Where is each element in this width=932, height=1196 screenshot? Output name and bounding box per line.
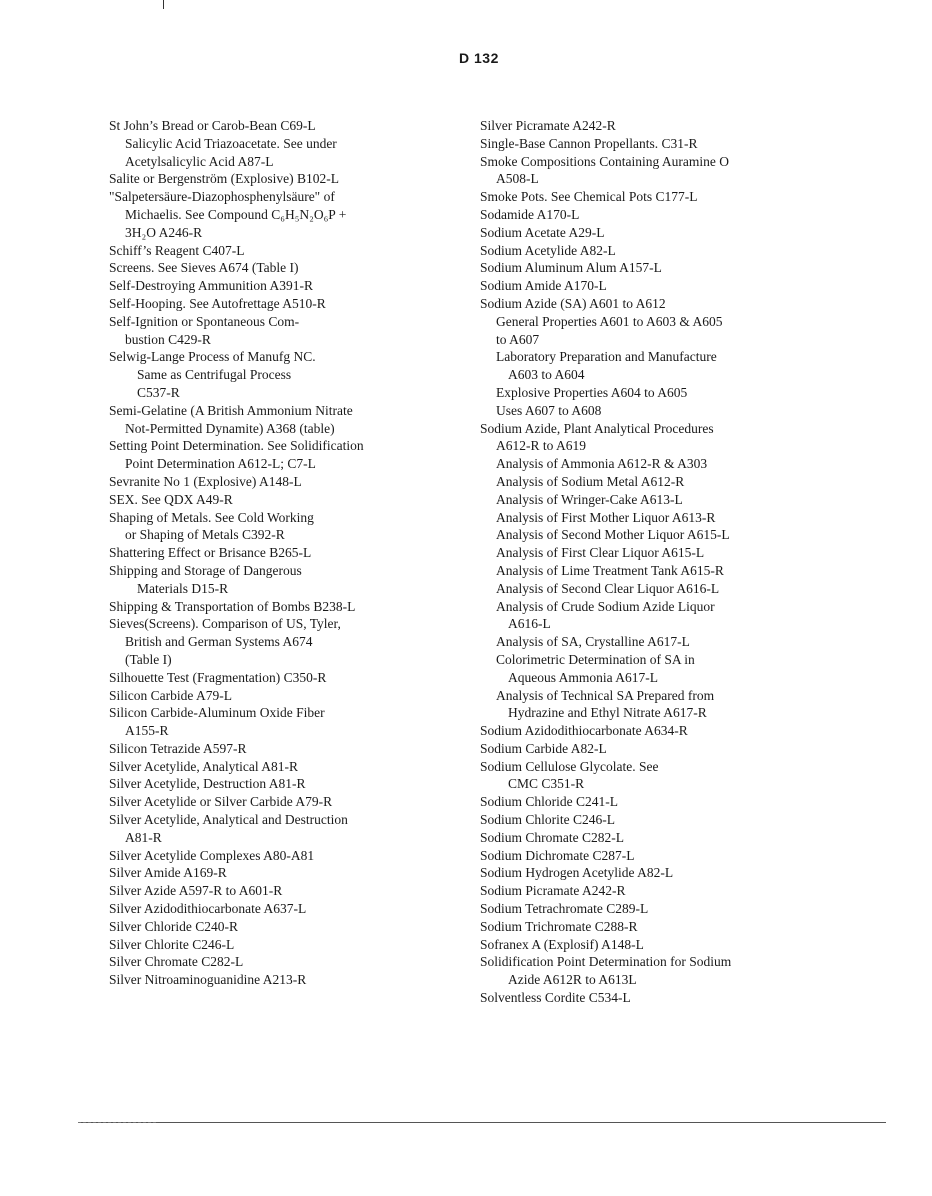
index-entry: Sodium Cellulose Glycolate. See <box>480 758 659 774</box>
index-entry: Silver Azidodithiocarbonate A637-L <box>109 901 307 917</box>
index-entry: Silver Acetylide, Destruction A81-R <box>109 776 306 792</box>
index-entry: Analysis of Second Mother Liquor A615-L <box>496 527 730 543</box>
index-entry: Sodium Azide (SA) A601 to A612 <box>480 295 666 311</box>
index-entry: St John’s Bread or Carob-Bean C69-L <box>109 118 316 133</box>
index-entry: Sodamide A170-L <box>480 206 580 222</box>
index-entry: Silver Chromate C282-L <box>109 954 244 970</box>
index-entry: Silver Acetylide Complexes A80-A81 <box>109 847 315 863</box>
index-entry: Sevranite No 1 (Explosive) A148-L <box>109 473 302 489</box>
index-entry: Point Determination A612-L; C7-L <box>125 456 316 472</box>
index-entry: Analysis of Ammonia A612-R & A303 <box>496 456 708 472</box>
index-entry: Sodium Chlorite C246-L <box>480 812 615 828</box>
index-entry: Materials D15-R <box>137 580 229 596</box>
index-entry: A81-R <box>125 829 162 845</box>
index-entry: A155-R <box>125 723 169 739</box>
index-entry: Michaelis. See Compound C₆H₅N₂O₆P + <box>125 206 347 222</box>
index-entry: Selwig-Lange Process of Manufg NC. <box>109 349 316 365</box>
index-entry: General Properties A601 to A603 & A605 <box>496 313 723 329</box>
index-entry: Analysis of First Mother Liquor A613-R <box>496 509 716 525</box>
index-entry: Sodium Tetrachromate C289-L <box>480 901 649 917</box>
index-entry: Analysis of Lime Treatment Tank A615-R <box>496 562 724 578</box>
index-entry: Silver Acetylide, Analytical A81-R <box>109 758 298 774</box>
index-entry: to A607 <box>496 331 540 347</box>
index-entry: Shaping of Metals. See Cold Working <box>109 509 314 525</box>
index-entry: Same as Centrifugal Process <box>137 367 292 383</box>
index-entry: Schiff’s Reagent C407-L <box>109 242 245 258</box>
index-entry: Sodium Dichromate C287-L <box>480 847 635 863</box>
index-entry: Self-Ignition or Spontaneous Com- <box>109 313 300 329</box>
top-margin-mark <box>163 0 164 9</box>
index-entry: 3H₂O A246-R <box>125 224 203 240</box>
index-entry: Sieves(Screens). Comparison of US, Tyler, <box>109 616 341 632</box>
index-entry: Sodium Chloride C241-L <box>480 794 618 810</box>
index-entry: Sodium Trichromate C288-R <box>480 918 638 934</box>
index-entry: A508-L <box>496 171 539 187</box>
index-entry: A616-L <box>508 616 551 632</box>
index-column-left <box>109 117 469 989</box>
index-entry: Solidification Point Determination for Sodium <box>480 954 732 970</box>
index-entry: Salite or Bergenström (Explosive) B102-L <box>109 171 339 187</box>
index-entry: Smoke Pots. See Chemical Pots C177-L <box>480 189 698 205</box>
index-entry: Sodium Hydrogen Acetylide A82-L <box>480 865 674 881</box>
index-entry: Sodium Acetylide A82-L <box>480 242 616 258</box>
index-entry: Silver Acetylide, Analytical and Destruction <box>109 812 348 828</box>
index-entry: Sodium Chromate C282-L <box>480 829 624 845</box>
index-entry: Setting Point Determination. See Solidification <box>109 438 364 454</box>
index-entry: Analysis of Second Clear Liquor A616-L <box>496 580 720 596</box>
index-entry: Silicon Carbide A79-L <box>109 687 232 703</box>
index-entry: Silver Amide A169-R <box>109 865 227 881</box>
index-entry: Silver Chlorite C246-L <box>109 936 235 952</box>
index-entry: Silhouette Test (Fragmentation) C350-R <box>109 669 327 685</box>
index-entry: Solventless Cordite C534-L <box>480 990 631 1006</box>
index-entry: SEX. See QDX A49-R <box>109 491 233 507</box>
index-entry: Explosive Properties A604 to A605 <box>496 384 688 400</box>
index-entry: Semi-Gelatine (A British Ammonium Nitrate <box>109 402 353 418</box>
index-entry: Silver Azide A597-R to A601-R <box>109 883 283 899</box>
index-entry: Not-Permitted Dynamite) A368 (table) <box>125 420 335 436</box>
index-entry: Analysis of Sodium Metal A612-R <box>496 473 685 489</box>
index-entry: C537-R <box>137 384 180 400</box>
index-entry: Sodium Picramate A242-R <box>480 883 626 899</box>
index-entry: Silver Nitroaminoguanidine A213-R <box>109 972 307 988</box>
index-entry: Colorimetric Determination of SA in <box>496 651 695 667</box>
index-entry: Aqueous Ammonia A617-L <box>508 669 658 685</box>
index-entry: Analysis of Wringer-Cake A613-L <box>496 491 683 507</box>
index-entry: Sofranex A (Explosif) A148-L <box>480 936 644 952</box>
index-entry: Sodium Azide, Plant Analytical Procedures <box>480 420 714 436</box>
index-entry: Self-Hooping. See Autofrettage A510-R <box>109 295 326 311</box>
index-column-right <box>480 117 810 1007</box>
footer-rule <box>78 1122 886 1123</box>
index-entry: A603 to A604 <box>508 367 585 383</box>
index-entry: Screens. See Sieves A674 (Table I) <box>109 260 299 276</box>
index-entry: Self-Destroying Ammunition A391-R <box>109 278 313 294</box>
index-entry: Analysis of Crude Sodium Azide Liquor <box>496 598 715 614</box>
index-entry: Silicon Tetrazide A597-R <box>109 740 247 756</box>
index-entry: Silver Picramate A242-R <box>480 118 616 133</box>
page-number: D 132 <box>459 50 499 66</box>
index-entry: (Table I) <box>125 651 172 667</box>
index-entry: Sodium Acetate A29-L <box>480 224 605 240</box>
index-entry: Sodium Aluminum Alum A157-L <box>480 260 662 276</box>
index-entry: "Salpetersäure-Diazophosphenylsäure" of <box>109 189 335 205</box>
index-entry: Sodium Amide A170-L <box>480 278 607 294</box>
index-entry: Silver Acetylide or Silver Carbide A79-R <box>109 794 333 810</box>
index-entry: Sodium Carbide A82-L <box>480 740 607 756</box>
index-entry: British and German Systems A674 <box>125 634 313 650</box>
index-entry: bustion C429-R <box>125 331 211 347</box>
index-entry: Analysis of SA, Crystalline A617-L <box>496 634 690 650</box>
index-entry: Azide A612R to A613L <box>508 972 637 988</box>
index-entry: Analysis of Technical SA Prepared from <box>496 687 715 703</box>
index-entry: A612-R to A619 <box>496 438 587 454</box>
index-entry: or Shaping of Metals C392-R <box>125 527 285 543</box>
index-entry: Single-Base Cannon Propellants. C31-R <box>480 135 698 151</box>
index-entry: Silicon Carbide-Aluminum Oxide Fiber <box>109 705 325 721</box>
index-entry: Analysis of First Clear Liquor A615-L <box>496 545 705 561</box>
index-entry: Laboratory Preparation and Manufacture <box>496 349 717 365</box>
index-entry: Shipping & Transportation of Bombs B238-L <box>109 598 356 614</box>
index-entry: Hydrazine and Ethyl Nitrate A617-R <box>508 705 707 721</box>
index-entry: Shattering Effect or Brisance B265-L <box>109 545 312 561</box>
index-entry: Smoke Compositions Containing Auramine O <box>480 153 729 169</box>
index-entry: Acetylsalicylic Acid A87-L <box>125 153 274 169</box>
index-entry: Salicylic Acid Triazoacetate. See under <box>125 135 337 151</box>
index-entry: CMC C351-R <box>508 776 585 792</box>
index-entry: Sodium Azidodithiocarbonate A634-R <box>480 723 688 739</box>
index-entry: Shipping and Storage of Dangerous <box>109 562 302 578</box>
index-entry: Uses A607 to A608 <box>496 402 602 418</box>
index-entry: Silver Chloride C240-R <box>109 918 238 934</box>
